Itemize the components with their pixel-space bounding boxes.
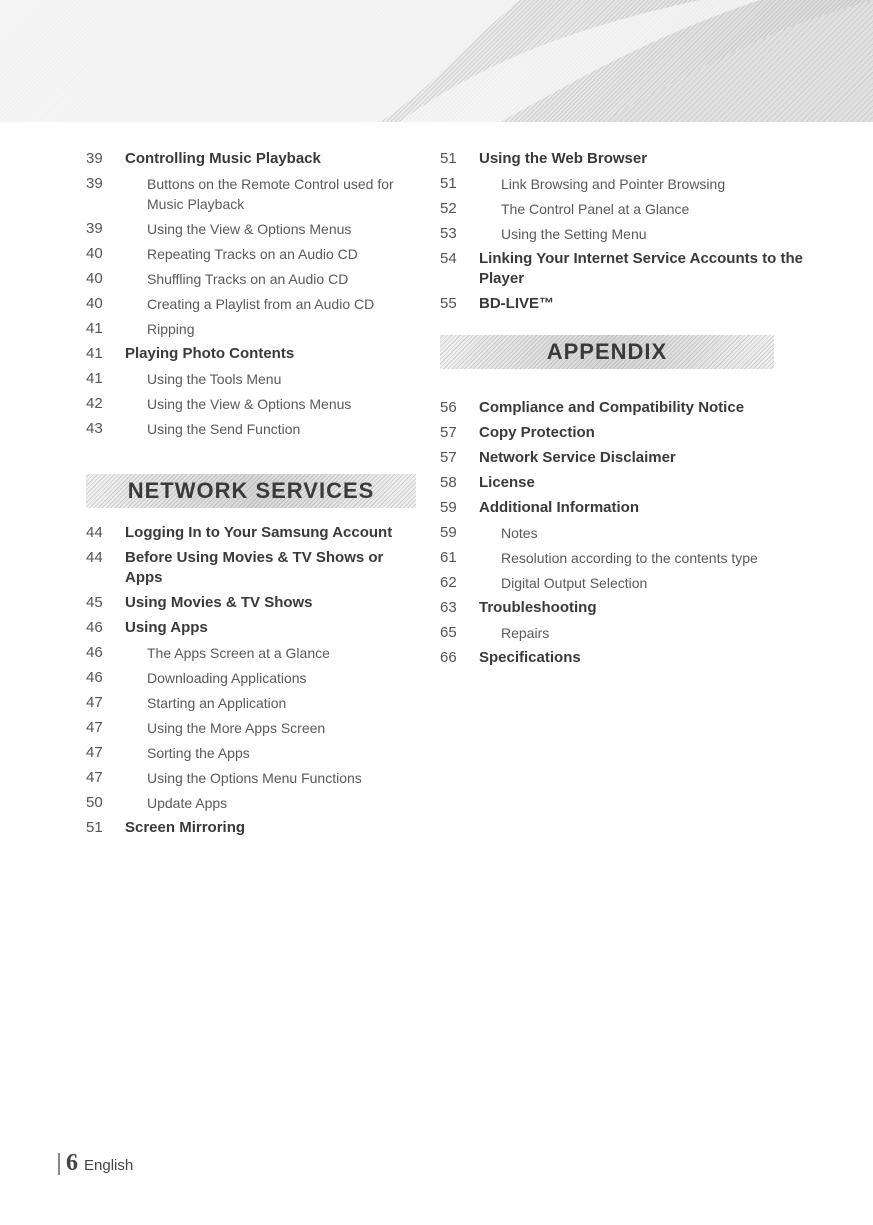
- toc-subentry[interactable]: [86, 392, 416, 417]
- toc-page-number: 45: [86, 594, 103, 611]
- toc-entry[interactable]: [440, 496, 840, 521]
- toc-subentry[interactable]: [86, 172, 416, 217]
- toc-page-number: 50: [86, 794, 103, 811]
- toc-page-number: 56: [440, 399, 457, 416]
- toc-subentry[interactable]: [440, 222, 840, 247]
- toc-entry[interactable]: [440, 446, 840, 471]
- toc-entry-title: The Control Panel at a Glance: [501, 201, 690, 217]
- toc-page-number: 40: [86, 295, 103, 312]
- toc-list-appendix: [440, 396, 840, 671]
- toc-entry-title: Using the Tools Menu: [147, 371, 282, 387]
- toc-list-network: [86, 521, 416, 841]
- toc-list-playback: [86, 147, 416, 442]
- footer-divider: [58, 1153, 60, 1175]
- toc-subentry[interactable]: [440, 521, 840, 546]
- toc-subentry[interactable]: [86, 716, 416, 741]
- toc-page-number: 47: [86, 719, 103, 736]
- toc-entry-title: Using the More Apps Screen: [147, 720, 326, 736]
- toc-entry-title: Using Apps: [125, 619, 208, 636]
- toc-page-number: 47: [86, 769, 103, 786]
- toc-page-number: 58: [440, 474, 457, 491]
- toc-entry-title: Network Service Disclaimer: [479, 449, 676, 466]
- toc-entry-title: Using the Setting Menu: [501, 226, 647, 242]
- toc-entry-title: Playing Photo Contents: [125, 345, 295, 362]
- toc-entry-title: Using the Send Function: [147, 421, 301, 437]
- toc-entry[interactable]: [86, 147, 416, 172]
- toc-page-number: 41: [86, 370, 103, 387]
- toc-page-number: 57: [440, 449, 457, 466]
- toc-entry-title: Copy Protection: [479, 424, 595, 441]
- toc-page-number: 66: [440, 649, 457, 666]
- toc-entry-title: Linking Your Internet Service Accounts to the Player: [479, 250, 803, 287]
- toc-entry-title: Compliance and Compatibility Notice: [479, 399, 745, 416]
- toc-entry-title: Resolution according to the contents type: [501, 550, 758, 566]
- toc-page-number: 53: [440, 225, 457, 242]
- toc-page-number: 46: [86, 669, 103, 686]
- toc-entry-title: Starting an Application: [147, 695, 287, 711]
- toc-subentry[interactable]: [86, 666, 416, 691]
- toc-subentry[interactable]: [86, 741, 416, 766]
- toc-page-number: 62: [440, 574, 457, 591]
- toc-page-number: 63: [440, 599, 457, 616]
- toc-entry[interactable]: [86, 342, 416, 367]
- toc-subentry[interactable]: [440, 571, 840, 596]
- toc-entry-title: License: [479, 474, 535, 491]
- toc-page-number: 39: [86, 175, 103, 192]
- toc-entry-title: Notes: [501, 525, 538, 541]
- toc-subentry[interactable]: [86, 317, 416, 342]
- toc-page-number: 44: [86, 524, 103, 541]
- toc-page-number: 42: [86, 395, 103, 412]
- toc-entry-title: Specifications: [479, 649, 581, 666]
- toc-entry-title: Digital Output Selection: [501, 575, 648, 591]
- toc-entry-title: Update Apps: [147, 795, 228, 811]
- toc-entry-title: Buttons on the Remote Control used for Music Playback: [147, 176, 394, 212]
- section-heading-network-services: [86, 474, 416, 508]
- toc-entry-title: BD-LIVE™: [479, 295, 554, 312]
- toc-entry[interactable]: [440, 421, 840, 446]
- toc-entry-title: Using the View & Options Menus: [147, 221, 352, 237]
- page-number: 6: [66, 1150, 78, 1176]
- toc-entry-title: Creating a Playlist from an Audio CD: [147, 296, 375, 312]
- toc-subentry[interactable]: [86, 766, 416, 791]
- toc-entry[interactable]: [440, 646, 840, 671]
- toc-subentry[interactable]: [86, 267, 416, 292]
- toc-page-number: 51: [440, 175, 457, 192]
- toc-entry-title: Downloading Applications: [147, 670, 307, 686]
- toc-subentry[interactable]: [86, 217, 416, 242]
- toc-entry-title: Sorting the Apps: [147, 745, 250, 761]
- toc-subentry[interactable]: [86, 292, 416, 317]
- toc-entry-title: Using the Options Menu Functions: [147, 770, 362, 786]
- banner-swoosh-graphic: [0, 0, 873, 122]
- toc-entry[interactable]: [86, 546, 416, 591]
- toc-subentry[interactable]: [440, 197, 840, 222]
- toc-page-number: 47: [86, 694, 103, 711]
- toc-page-number: 44: [86, 549, 103, 566]
- header-banner: [0, 0, 873, 122]
- toc-subentry[interactable]: [86, 367, 416, 392]
- toc-entry-title: The Apps Screen at a Glance: [147, 645, 330, 661]
- toc-entry[interactable]: [440, 147, 840, 172]
- toc-page-number: 51: [440, 150, 457, 167]
- toc-entry-title: Link Browsing and Pointer Browsing: [501, 176, 726, 192]
- toc-entry[interactable]: [440, 471, 840, 496]
- toc-page-number: 46: [86, 619, 103, 636]
- toc-entry-title: Troubleshooting: [479, 599, 597, 616]
- toc-entry-title: Logging In to Your Samsung Account: [125, 524, 393, 541]
- toc-entry-title: Before Using Movies & TV Shows or Apps: [125, 549, 384, 586]
- toc-entry[interactable]: [86, 616, 416, 641]
- toc-page-number: 39: [86, 150, 103, 167]
- toc-entry-title: Additional Information: [479, 499, 639, 516]
- footer-language: English: [84, 1157, 134, 1174]
- toc-page-number: 54: [440, 250, 457, 267]
- toc-subentry[interactable]: [86, 417, 416, 442]
- toc-page-number: 51: [86, 819, 103, 836]
- toc-page-number: 41: [86, 320, 103, 337]
- toc-entry[interactable]: [440, 247, 840, 292]
- toc-subentry[interactable]: [440, 546, 840, 571]
- toc-entry-title: Controlling Music Playback: [125, 150, 321, 167]
- toc-page-number: 59: [440, 499, 457, 516]
- toc-entry[interactable]: [440, 292, 840, 317]
- section-heading-text: NETWORK SERVICES: [127, 478, 375, 503]
- toc-entry-title: Ripping: [147, 321, 195, 337]
- toc-page-number: 41: [86, 345, 103, 362]
- toc-subentry[interactable]: [86, 242, 416, 267]
- toc-page-number: 39: [86, 220, 103, 237]
- page-footer: [58, 1150, 133, 1177]
- toc-entry-title: Using the View & Options Menus: [147, 396, 352, 412]
- toc-entry[interactable]: [86, 521, 416, 546]
- toc-appendix-column: [440, 396, 840, 671]
- toc-page-number: 65: [440, 624, 457, 641]
- toc-subentry[interactable]: [86, 641, 416, 666]
- toc-page-number: 43: [86, 420, 103, 437]
- toc-page-number: 46: [86, 644, 103, 661]
- toc-entry-title: Screen Mirroring: [125, 819, 246, 836]
- toc-entry[interactable]: [440, 396, 840, 421]
- toc-page-number: 40: [86, 245, 103, 262]
- toc-right-column: [440, 147, 840, 317]
- toc-list-web: [440, 147, 840, 317]
- toc-page-number: 59: [440, 524, 457, 541]
- toc-entry-title: Shuffling Tracks on an Audio CD: [147, 271, 349, 287]
- toc-page-number: 57: [440, 424, 457, 441]
- toc-network-column: [86, 521, 416, 841]
- toc-entry[interactable]: [86, 816, 416, 841]
- toc-page-number: 55: [440, 295, 457, 312]
- toc-subentry[interactable]: [440, 621, 840, 646]
- toc-entry-title: Using Movies & TV Shows: [125, 594, 313, 611]
- toc-left-column: [86, 147, 416, 442]
- section-heading-appendix: [440, 335, 774, 369]
- section-heading-text: APPENDIX: [546, 339, 668, 364]
- toc-entry-title: Repairs: [501, 625, 550, 641]
- toc-entry-title: Repeating Tracks on an Audio CD: [147, 246, 358, 262]
- toc-entry[interactable]: [440, 596, 840, 621]
- toc-page-number: 52: [440, 200, 457, 217]
- toc-entry-title: Using the Web Browser: [479, 150, 648, 167]
- toc-entry[interactable]: [86, 591, 416, 616]
- toc-subentry[interactable]: [440, 172, 840, 197]
- toc-subentry[interactable]: [86, 691, 416, 716]
- toc-page-number: 61: [440, 549, 457, 566]
- toc-subentry[interactable]: [86, 791, 416, 816]
- toc-page-number: 47: [86, 744, 103, 761]
- toc-page-number: 40: [86, 270, 103, 287]
